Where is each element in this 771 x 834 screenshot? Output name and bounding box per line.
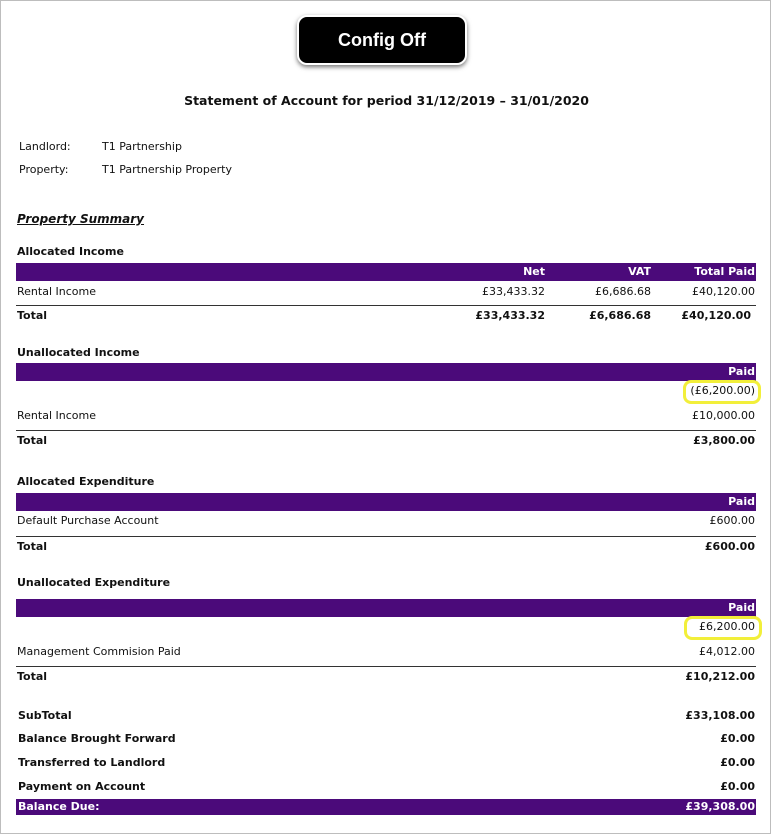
unallocated-expenditure-heading: Unallocated Expenditure [17, 576, 171, 589]
highlighted-value: (£6,200.00) [690, 384, 755, 397]
total-vat: £6,686.68 [589, 309, 651, 322]
payment-on-account-value: £0.00 [720, 780, 755, 793]
unallocated-expenditure-header-bar [16, 599, 756, 617]
total-row [16, 309, 756, 325]
divider [16, 430, 756, 431]
balance-brought-forward-row [16, 732, 756, 748]
row-label: Management Commision Paid [17, 645, 181, 658]
row-label: Default Purchase Account [17, 514, 159, 527]
row-value: £4,012.00 [699, 645, 755, 658]
property-value: T1 Partnership Property [102, 163, 232, 176]
transferred-to-landlord-label: Transferred to Landlord [18, 756, 166, 769]
row-label: Rental Income [17, 285, 96, 298]
allocated-expenditure-header-bar [16, 493, 756, 511]
unallocated-income-heading: Unallocated Income [17, 346, 140, 359]
balance-due-bar [16, 799, 756, 815]
allocated-expenditure-heading: Allocated Expenditure [17, 475, 155, 488]
divider [16, 305, 756, 306]
highlighted-row [16, 384, 756, 400]
total-value: £10,212.00 [685, 670, 755, 683]
column-paid: Paid [728, 495, 755, 508]
total-row [16, 434, 756, 450]
total-row [16, 540, 756, 556]
highlighted-value: £6,200.00 [699, 620, 755, 633]
table-row [16, 514, 756, 530]
total-label: Total [17, 434, 48, 447]
balance-due-value: £39,308.00 [685, 800, 755, 813]
payment-on-account-label: Payment on Account [18, 780, 146, 793]
balance-brought-forward-value: £0.00 [720, 732, 755, 745]
column-total-paid: Total Paid [694, 265, 755, 278]
table-row [16, 285, 756, 301]
balance-due-label: Balance Due: [18, 800, 100, 813]
total-net: £33,433.32 [475, 309, 545, 322]
total-label: Total [17, 670, 48, 683]
total-value: £600.00 [704, 540, 755, 553]
row-total-paid: £40,120.00 [692, 285, 755, 298]
row-vat: £6,686.68 [595, 285, 651, 298]
row-value: £10,000.00 [692, 409, 755, 422]
landlord-value: T1 Partnership [102, 140, 182, 153]
subtotal-value: £33,108.00 [685, 709, 755, 722]
allocated-income-heading: Allocated Income [17, 245, 124, 258]
payment-on-account-row [16, 780, 756, 796]
column-paid: Paid [728, 365, 755, 378]
total-total-paid: £40,120.00 [681, 309, 751, 322]
divider [16, 666, 756, 667]
allocated-income-header-bar [16, 263, 756, 281]
subtotal-label: SubTotal [18, 709, 72, 722]
total-label: Total [17, 540, 48, 553]
row-label: Rental Income [17, 409, 96, 422]
total-row [16, 670, 756, 686]
table-row [16, 409, 756, 425]
table-row [16, 645, 756, 661]
highlighted-row [16, 620, 756, 636]
config-off-badge: Config Off [297, 15, 467, 65]
landlord-label: Landlord: [19, 140, 71, 153]
row-net: £33,433.32 [482, 285, 545, 298]
unallocated-income-header-bar [16, 363, 756, 381]
transferred-to-landlord-value: £0.00 [720, 756, 755, 769]
property-label: Property: [19, 163, 69, 176]
column-net: Net [523, 265, 545, 278]
total-value: £3,800.00 [693, 434, 755, 447]
total-label: Total [17, 309, 48, 322]
column-paid: Paid [728, 601, 755, 614]
statement-title: Statement of Account for period 31/12/2019 – 31/01/2020 [184, 93, 589, 108]
subtotal-row [16, 709, 756, 725]
row-value: £600.00 [709, 514, 755, 527]
transferred-to-landlord-row [16, 756, 756, 772]
divider [16, 536, 756, 537]
balance-brought-forward-label: Balance Brought Forward [18, 732, 176, 745]
column-vat: VAT [628, 265, 651, 278]
property-summary-heading: Property Summary [17, 212, 145, 226]
